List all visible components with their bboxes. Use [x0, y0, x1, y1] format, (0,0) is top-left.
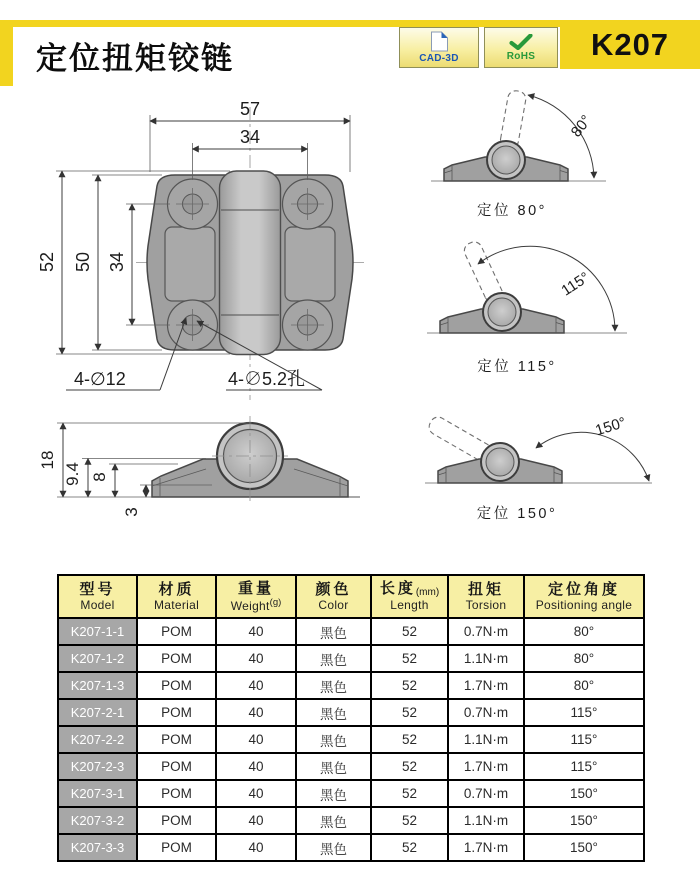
table-row [58, 645, 644, 672]
table-cell: 52 [371, 699, 448, 726]
dim-label-18: 18 [38, 450, 57, 470]
table-cell: 黑色 [296, 699, 371, 726]
part-number-badge [560, 20, 700, 69]
table-cell: POM [137, 672, 216, 699]
dim-label-50: 50 [73, 251, 93, 273]
model-cell: K207-2-3 [58, 753, 137, 780]
table-cell: 80° [524, 645, 644, 672]
table-cell: 1.1N·m [448, 726, 524, 753]
model-cell: K207-3-2 [58, 807, 137, 834]
table-cell: POM [137, 618, 216, 645]
table-cell: POM [137, 726, 216, 753]
table-cell: 0.7N·m [448, 780, 524, 807]
table-row [58, 726, 644, 753]
table-cell: 黑色 [296, 834, 371, 861]
dim-label-8: 8 [90, 472, 109, 482]
dim-label-57: 57 [239, 99, 261, 119]
header-row [58, 575, 644, 618]
table-cell: 黑色 [296, 753, 371, 780]
cad-3d-badge-label: CAD-3D [419, 53, 459, 64]
front-view-drawing [37, 99, 364, 400]
table-cell: 52 [371, 645, 448, 672]
page-title: 定位扭矩铰链 [36, 41, 234, 76]
col-header-positioning-angle: 定位角度 Positioning angle [524, 575, 644, 618]
table-cell: 115° [524, 726, 644, 753]
table-cell: 1.1N·m [448, 645, 524, 672]
caption-115: 定位 115° [477, 359, 557, 375]
table-row [58, 834, 644, 861]
rohs-badge-label: RoHS [506, 50, 536, 62]
table-cell: 80° [524, 618, 644, 645]
table-cell: 150° [524, 780, 644, 807]
table-cell: 80° [524, 672, 644, 699]
col-header-torsion: 扭矩 Torsion [448, 575, 524, 618]
model-cell: K207-2-2 [58, 726, 137, 753]
table-cell: 150° [524, 834, 644, 861]
dim-label-34-height: 34 [107, 251, 127, 273]
cad-document-icon [430, 31, 449, 52]
table-cell: 40 [216, 780, 296, 807]
table-cell: 1.1N·m [448, 807, 524, 834]
table-row [58, 699, 644, 726]
table-cell: 黑色 [296, 672, 371, 699]
col-header-weight: 重量 Weight$^{(g)}$ [216, 575, 296, 618]
model-cell: K207-3-1 [58, 780, 137, 807]
table-cell: POM [137, 834, 216, 861]
hole-label-through: 4-∅5.2孔 [228, 369, 306, 389]
table-row [58, 672, 644, 699]
table-cell: POM [137, 753, 216, 780]
table-cell: 52 [371, 834, 448, 861]
caption-150: 定位 150° [476, 506, 558, 522]
side-view-drawing [38, 416, 360, 517]
model-cell: K207-1-3 [58, 672, 137, 699]
angle-label-80: 80° [567, 112, 596, 141]
angle-diagram-80 [431, 90, 606, 219]
model-cell: K207-1-1 [58, 618, 137, 645]
angle-label-115: 115° [558, 268, 593, 300]
table-cell: 1.7N·m [448, 672, 524, 699]
table-cell: 黑色 [296, 807, 371, 834]
table-cell: 52 [371, 753, 448, 780]
col-header-material: 材质 Material [137, 575, 216, 618]
table-cell: 52 [371, 672, 448, 699]
dim-label-52: 52 [37, 251, 57, 273]
table-row [58, 780, 644, 807]
table-cell: 150° [524, 807, 644, 834]
table-cell: 40 [216, 807, 296, 834]
col-header-color: 颜色 Color [296, 575, 371, 618]
table-cell: 40 [216, 645, 296, 672]
table-cell: POM [137, 780, 216, 807]
hole-label-counterbore: 4-∅12 [74, 369, 126, 389]
part-number: K207 [590, 26, 670, 62]
model-cell: K207-3-3 [58, 834, 137, 861]
table-cell: 40 [216, 672, 296, 699]
caption-80: 定位 80° [477, 203, 547, 219]
table-cell: 1.7N·m [448, 834, 524, 861]
table-cell: 52 [371, 780, 448, 807]
table-cell: 52 [371, 726, 448, 753]
model-cell: K207-2-1 [58, 699, 137, 726]
table-cell: 40 [216, 753, 296, 780]
model-cell: K207-1-2 [58, 645, 137, 672]
table-cell: POM [137, 645, 216, 672]
table-cell: POM [137, 699, 216, 726]
table-row [58, 618, 644, 645]
table-cell: 115° [524, 753, 644, 780]
rohs-badge[interactable] [484, 27, 558, 68]
dim-label-9-4: 9.4 [63, 462, 82, 486]
table-cell: 黑色 [296, 726, 371, 753]
angle-diagram-115 [427, 239, 627, 375]
angle-diagram-150 [425, 414, 652, 522]
table-row [58, 753, 644, 780]
col-header-length: 长度(mm) Length [371, 575, 448, 618]
table-row [58, 807, 644, 834]
table-cell: 52 [371, 807, 448, 834]
spec-table-body [58, 618, 644, 861]
dim-label-3: 3 [122, 507, 141, 517]
spec-table [57, 574, 645, 862]
green-check-icon [509, 34, 533, 50]
accent-left-bar [0, 20, 13, 86]
cad-3d-badge[interactable] [399, 27, 479, 68]
table-cell: 黑色 [296, 780, 371, 807]
table-cell: 40 [216, 618, 296, 645]
table-cell: 115° [524, 699, 644, 726]
table-cell: 40 [216, 699, 296, 726]
table-cell: 40 [216, 834, 296, 861]
col-header-model: 型号 Model [58, 575, 137, 618]
table-cell: 0.7N·m [448, 699, 524, 726]
table-cell: 黑色 [296, 618, 371, 645]
technical-drawing [0, 90, 700, 565]
table-cell: 0.7N·m [448, 618, 524, 645]
dim-label-34-width: 34 [239, 127, 261, 147]
table-cell: 黑色 [296, 645, 371, 672]
angle-label-150: 150° [593, 414, 629, 440]
table-cell: 1.7N·m [448, 753, 524, 780]
table-cell: 40 [216, 726, 296, 753]
table-cell: POM [137, 807, 216, 834]
table-cell: 52 [371, 618, 448, 645]
